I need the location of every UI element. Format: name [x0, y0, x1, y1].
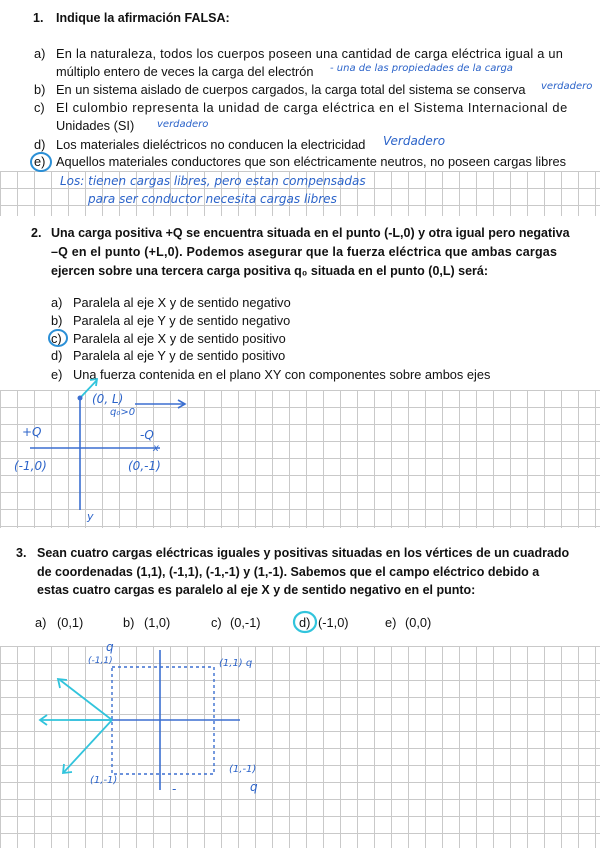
q2-line3: ejercen sobre una tercera carga positiva q₀ situada en el punto (0,L) será:	[51, 264, 489, 278]
q3-number: 3.	[16, 546, 27, 560]
q2-sketch-q0: q₀>0	[110, 407, 136, 418]
q2-force-arrow	[80, 380, 97, 398]
q1-note-d: Verdadero	[383, 134, 446, 148]
q3-option-b-text: (1,0)	[144, 615, 171, 630]
q2-sketch-left-pt: (-1,0)	[14, 459, 47, 473]
q2-line1: Una carga positiva +Q se encuentra situada en el punto (-L,0) y otra igual pero negativa	[51, 226, 570, 240]
q2-sketch-x: x	[153, 443, 159, 454]
q1-note-c: verdadero	[157, 119, 209, 130]
q2-sketch-plus-q: +Q	[22, 425, 42, 439]
q3-sketch-tl: (-1,1)	[88, 656, 113, 666]
q1-option-a-line1: En la naturaleza, todos los cuerpos poseen una cantidad de carga eléctrica igual a un	[56, 46, 564, 61]
q3-answer-circle	[294, 612, 316, 632]
q2-sketch-lines	[30, 398, 185, 510]
q3-line3: estas cuatro cargas es paralelo al eje X y de sentido negativo en el punto:	[37, 583, 476, 597]
q2-number: 2.	[31, 226, 42, 240]
q2-sketch-minus-q: -Q	[140, 428, 154, 442]
q3-option-e-letter: e)	[385, 615, 397, 630]
q1-note-b: verdadero	[541, 81, 593, 92]
q3-sketch-tr: (1,1) q	[219, 658, 253, 669]
q2-option-c-letter: c)	[51, 331, 62, 346]
q1-option-e-letter: e)	[34, 154, 46, 169]
q3-option-a-text: (0,1)	[57, 615, 84, 630]
q2-option-e-text: Una fuerza contenida en el plano XY con componentes sobre ambos ejes	[73, 367, 491, 382]
q3-option-e-text: (0,0)	[405, 615, 432, 630]
q1-note-e-line1: Los: tienen cargas libres, pero estan compensadas	[60, 174, 366, 188]
q3-sketch-minus: -	[172, 782, 177, 796]
q2-line2: –Q en el punto (+L,0). Podemos asegurar que la fuerza eléctrica que ambas cargas	[51, 245, 558, 259]
q1-option-b-letter: b)	[34, 82, 46, 97]
q1-option-c-line2: Unidades (SI)	[56, 118, 135, 133]
q3-line1: Sean cuatro cargas eléctricas iguales y positivas situadas en los vértices de un cuadrado	[37, 546, 570, 560]
q3-option-d-letter: d)	[299, 615, 311, 630]
q3-option-d-text: (-1,0)	[318, 615, 349, 630]
q1-option-b-text: En un sistema aislado de cuerpos cargados, la carga total del sistema se conserva	[56, 82, 526, 97]
q2-option-a-text: Paralela al eje X y de sentido negativo	[73, 295, 291, 310]
q1-option-d-letter: d)	[34, 137, 46, 152]
q2-option-e-letter: e)	[51, 367, 63, 382]
q3-sketch-br: (1,-1)	[229, 764, 257, 775]
q2-sketch-right-pt: (0,-1)	[128, 459, 161, 473]
q3-sketch-q-top: q	[106, 640, 114, 654]
q2-charge-dot	[78, 396, 83, 401]
q3-option-c-letter: c)	[211, 615, 222, 630]
q2-option-b-letter: b)	[51, 313, 63, 328]
q1-option-e-text: Aquellos materiales conductores que son eléctricamente neutros, no poseen cargas libres	[56, 154, 567, 169]
q3-sketch-bl: (1,-1)	[90, 775, 118, 786]
q2-option-a-letter: a)	[51, 295, 63, 310]
q3-line2: de coordenadas (1,1), (-1,1), (-1,-1) y (1,-1). Sabemos que el campo eléctrico debido a	[37, 565, 540, 579]
q2-answer-circle	[49, 330, 67, 346]
q2-option-b-text: Paralela al eje Y y de sentido negativo	[73, 313, 291, 328]
q3-option-b-letter: b)	[123, 615, 135, 630]
q1-answer-circle	[31, 153, 51, 171]
q2-sketch-p-top: (0, L)	[92, 392, 124, 406]
q2-sketch-y: y	[87, 510, 94, 523]
q1-note-a: - una de las propiedades de la carga	[330, 63, 513, 74]
q1-option-d-text: Los materiales dieléctricos no conducen la electricidad	[56, 137, 366, 152]
q1-option-c-letter: c)	[34, 100, 45, 115]
q2-option-c-text: Paralela al eje X y de sentido positivo	[73, 331, 286, 346]
q1-title: Indique la afirmación FALSA:	[56, 11, 230, 25]
q3-option-a-letter: a)	[35, 615, 47, 630]
q1-number: 1.	[33, 11, 44, 25]
q1-option-a-line2: múltiplo entero de veces la carga del electrón	[56, 64, 314, 79]
q1-note-e-line2: para ser conductor necesita cargas libres	[88, 192, 337, 206]
q1-option-c-line1: El culombio representa la unidad de carga eléctrica en el Sistema Internacional de	[56, 100, 568, 115]
q2-option-d-letter: d)	[51, 348, 63, 363]
q3-sketch-q-bottom: q	[250, 780, 258, 794]
q2-option-d-text: Paralela al eje Y y de sentido positivo	[73, 348, 286, 363]
q1-option-a-letter: a)	[34, 46, 46, 61]
q3-field-arrows	[40, 679, 112, 773]
q3-option-c-text: (0,-1)	[230, 615, 261, 630]
